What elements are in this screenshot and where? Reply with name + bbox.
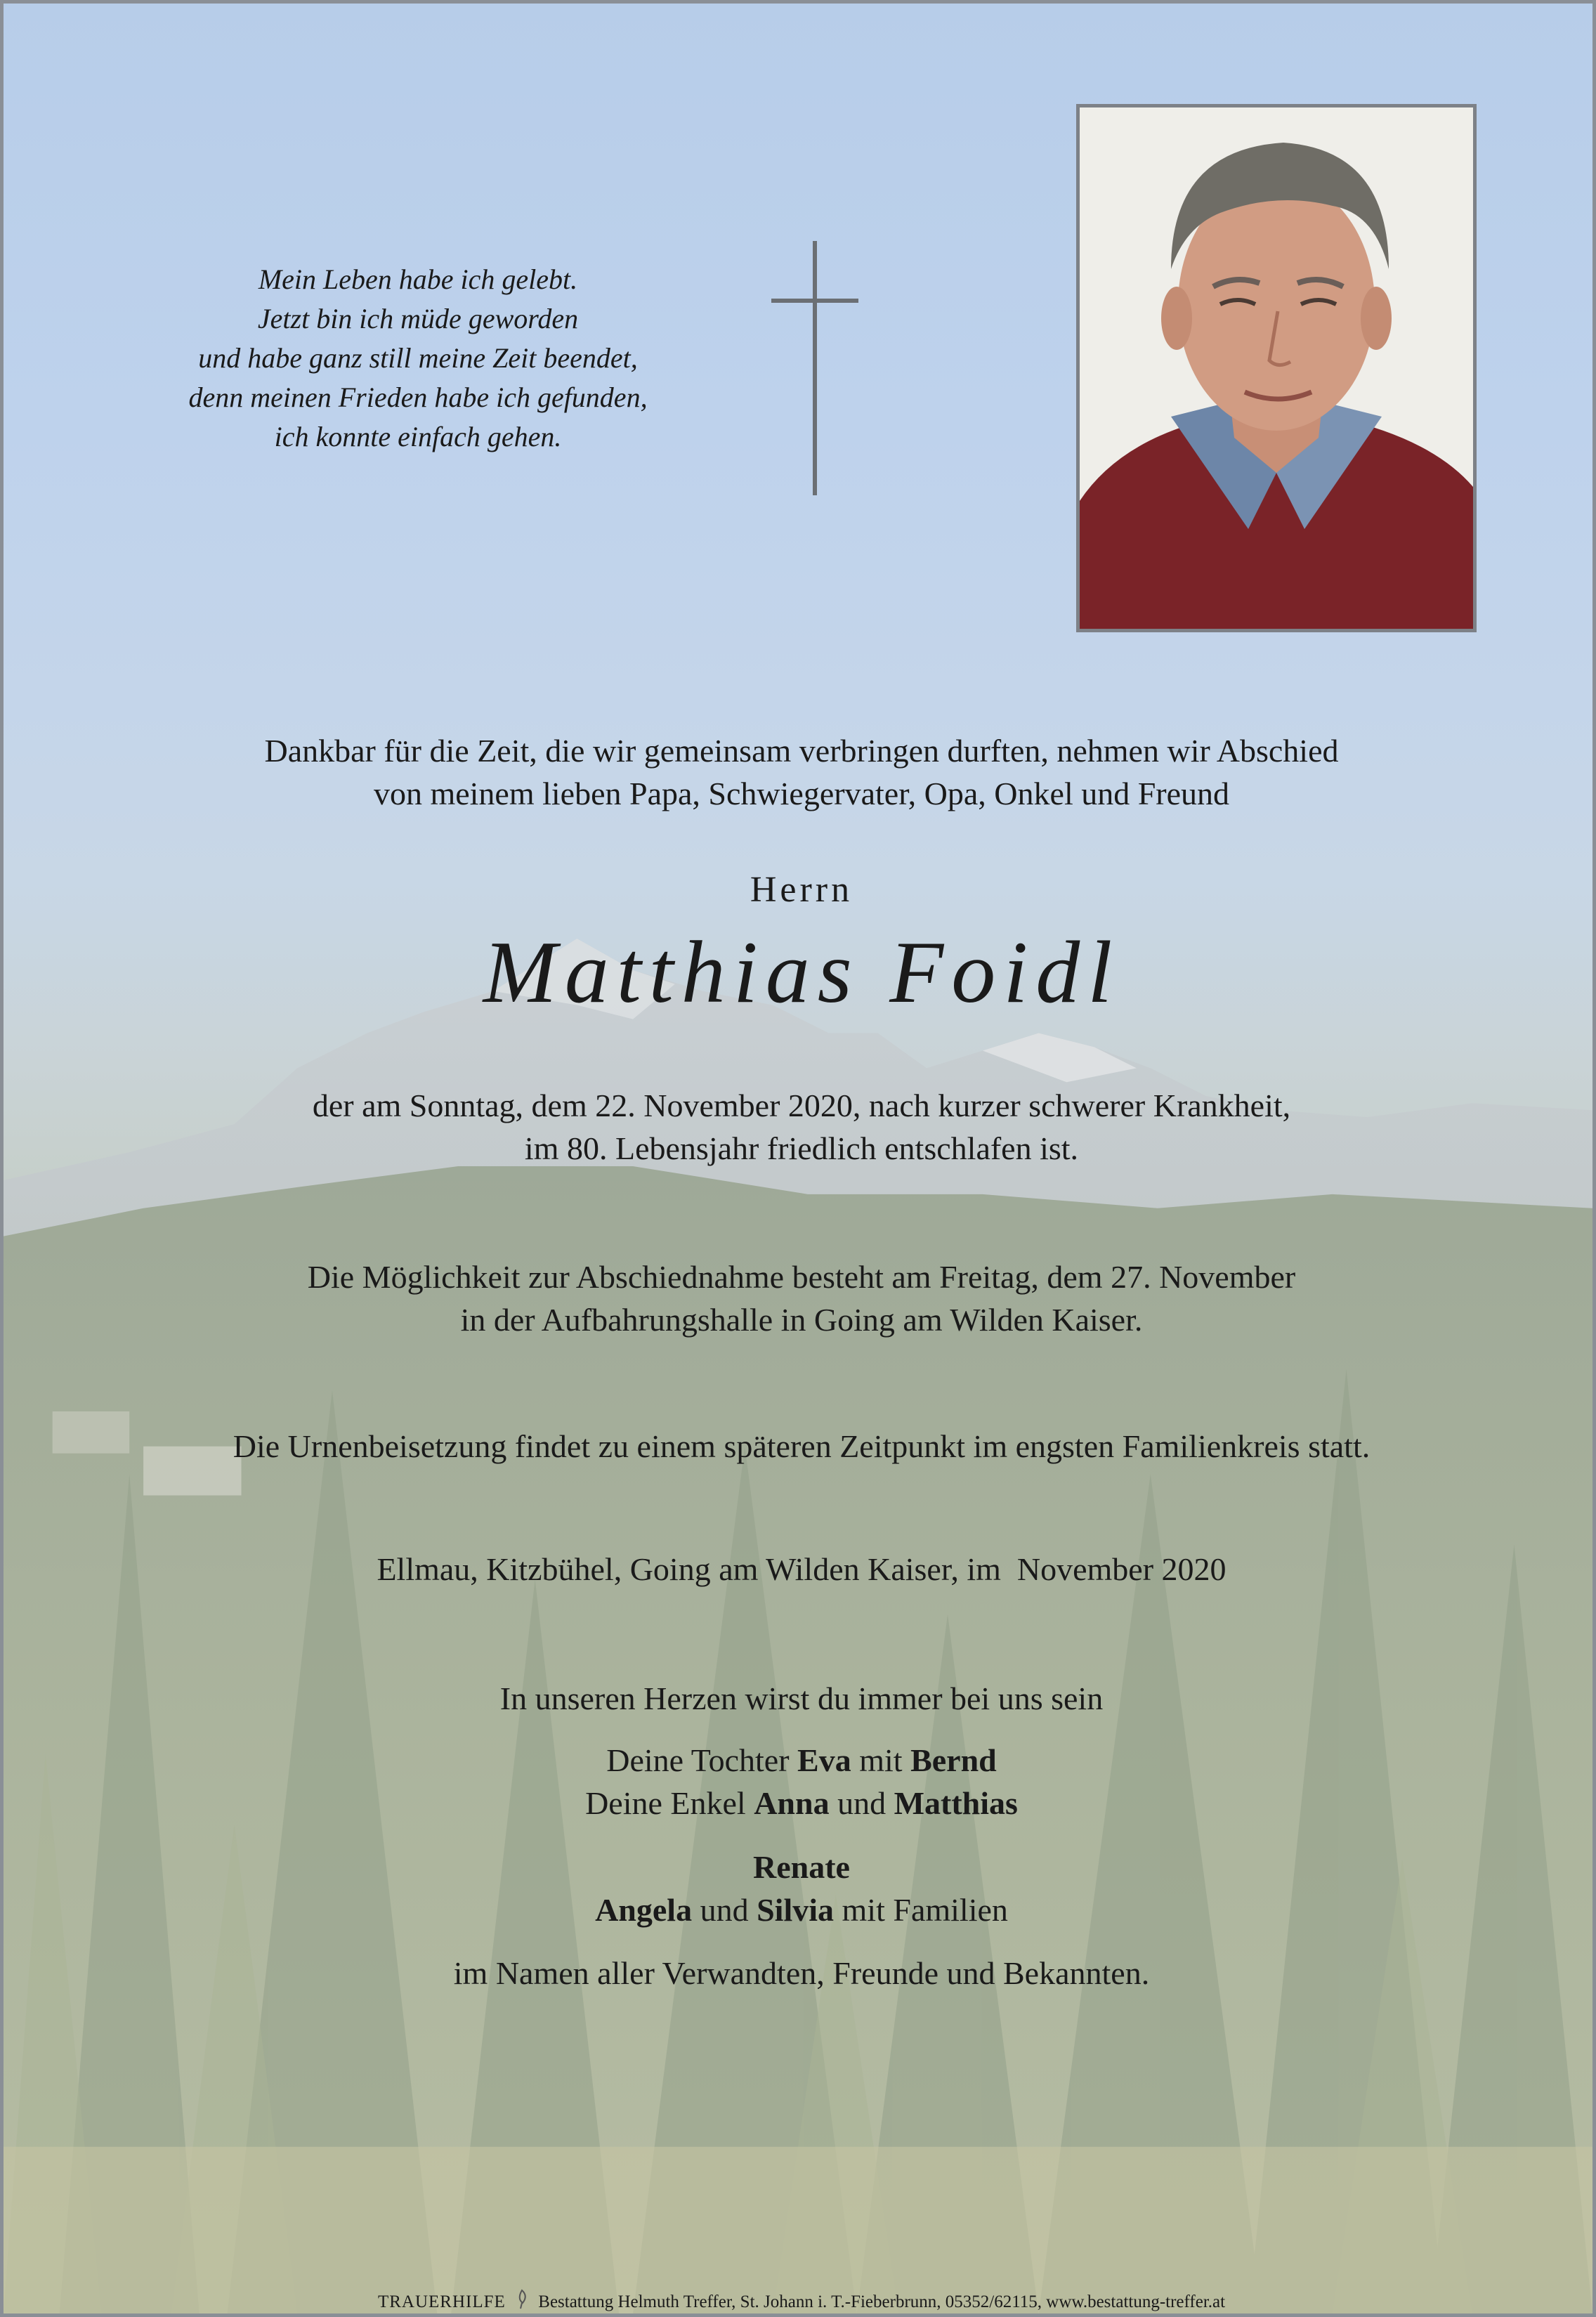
- intro-text: [4, 729, 1596, 815]
- mourner-daughter: [4, 1739, 1596, 1782]
- death-notice: [4, 1084, 1596, 1170]
- footer-text: Bestattung Helmuth Treffer, St. Johann i. T.-Fieberbrunn, 05352/62115, www.bestattung-treffer.at: [538, 2292, 1226, 2311]
- daughter-partner: Bernd: [910, 1742, 997, 1778]
- intro-line: Dankbar für die Zeit, die wir gemeinsam verbringen durften, nehmen wir Abschied: [264, 733, 1339, 769]
- grandchild-name: Anna: [754, 1785, 830, 1821]
- signoff-line: im Namen aller Verwandten, Freunde und Bekannten.: [453, 1955, 1150, 1991]
- memorial-poem: [95, 260, 741, 457]
- funeral-home-footer: [4, 2289, 1596, 2313]
- grandchildren-joiner: und: [837, 1785, 887, 1821]
- mourner-others: [4, 1888, 1596, 1931]
- place-date-line: Ellmau, Kitzbühel, Going am Wilden Kaiser, im November 2020: [377, 1551, 1227, 1587]
- farewell-line: in der Aufbahrungshalle in Going am Wilden Kaiser.: [460, 1302, 1143, 1338]
- portrait-photo: [1076, 104, 1477, 632]
- daughter-prefix: Deine Tochter: [606, 1742, 790, 1778]
- other-name: Silvia: [757, 1892, 835, 1928]
- renate-name: Renate: [753, 1849, 850, 1885]
- death-notice-line: der am Sonntag, dem 22. November 2020, nach kurzer schwerer Krankheit,: [312, 1088, 1291, 1123]
- burial-info: [4, 1425, 1596, 1468]
- mourner-grandchildren: [4, 1782, 1596, 1825]
- mourners-list-2: [4, 1846, 1596, 1931]
- poem-line: und habe ganz still meine Zeit beendet,: [198, 342, 638, 374]
- others-suffix: mit Familien: [842, 1892, 1008, 1928]
- death-notice-line: im 80. Lebensjahr friedlich entschlafen ist.: [524, 1130, 1079, 1166]
- poem-line: denn meinen Frieden habe ich gefunden,: [188, 381, 648, 413]
- poem-line: ich konnte einfach gehen.: [274, 421, 562, 452]
- footer-brand: TRAUERHILFE: [377, 2292, 506, 2311]
- deceased-name: Matthias Foidl: [483, 924, 1120, 1022]
- others-joiner: und: [700, 1892, 749, 1928]
- mourner-renate: [4, 1846, 1596, 1888]
- intro-line: von meinem lieben Papa, Schwiegervater, Opa, Onkel und Freund: [373, 776, 1230, 811]
- burial-line: Die Urnenbeisetzung findet zu einem späteren Zeitpunkt im engsten Familienkreis statt.: [233, 1428, 1371, 1464]
- salutation: Herrn: [750, 870, 853, 910]
- grandchild-name: Matthias: [894, 1785, 1018, 1821]
- mourners-list: [4, 1739, 1596, 1825]
- portrait-illustration: [1080, 107, 1473, 629]
- farewell-line: Die Möglichkeit zur Abschiednahme besteht am Freitag, dem 27. November: [307, 1259, 1296, 1295]
- other-name: Angela: [595, 1892, 693, 1928]
- farewell-info: [4, 1255, 1596, 1341]
- poem-line: Jetzt bin ich müde geworden: [257, 303, 579, 334]
- leaf-icon: [514, 2289, 530, 2310]
- daughter-joiner: mit: [859, 1742, 903, 1778]
- daughter-name: Eva: [797, 1742, 851, 1778]
- place-date: [4, 1548, 1596, 1591]
- poem-line: Mein Leben habe ich gelebt.: [258, 263, 578, 295]
- grandchildren-prefix: Deine Enkel: [585, 1785, 746, 1821]
- closing-phrase: [4, 1677, 1596, 1720]
- cross-icon: [771, 241, 858, 495]
- signoff: [4, 1952, 1596, 1995]
- closing-line: In unseren Herzen wirst du immer bei uns sein: [499, 1680, 1104, 1716]
